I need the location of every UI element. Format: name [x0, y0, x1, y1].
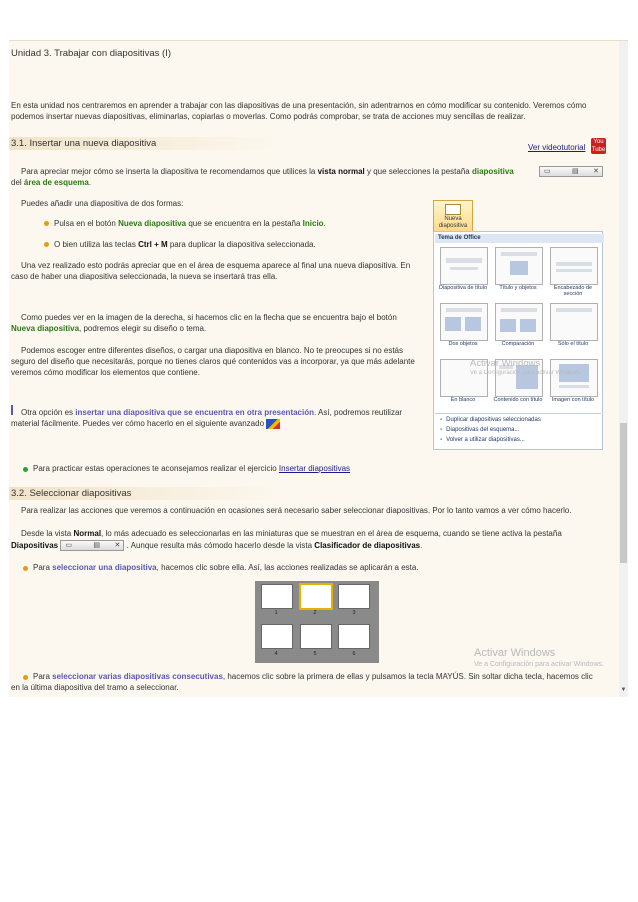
videotutorial-link[interactable]: Ver videotutorial: [528, 143, 586, 152]
layout-title-only[interactable]: [550, 303, 598, 341]
slide-thumbnail[interactable]: [338, 624, 370, 649]
layout-label: Comparación: [501, 341, 535, 347]
windows-watermark: Activar Windows: [474, 647, 556, 659]
para-nueva-al-final: Una vez realizado esto podrás apreciar que en el área de esquema aparece al final una nueva diapositiva. En caso de haber una diapositiva seleccionada, la nueva se insertará tras ella.: [11, 261, 411, 281]
layout-label: Contenido con título: [493, 397, 543, 403]
para-vista-normal: Para apreciar mejor cómo se inserta la diapositiva te recomendamos que utilices la vista normal y que selecciones la pestaña diapositiva: [21, 167, 514, 176]
new-slide-dropdown: [433, 231, 603, 450]
bullet-seleccionar-varias-cont: en la última diapositiva del tramo a seleccionar.: [11, 683, 179, 692]
bullet-seleccionar-varias: Para seleccionar varias diapositivas consecutivas, hacemos clic sobre la primera de ellas y pulsamos la tecla MAYÚS. Sin soltar dicha tecla, hacemos clic: [33, 672, 593, 681]
layout-label: Título y objetos: [499, 285, 537, 291]
layout-title-slide[interactable]: [440, 247, 488, 285]
slide-thumbnail[interactable]: [261, 584, 293, 609]
menu-reuse-slides[interactable]: ▪ Volver a utilizar diapositivas...: [440, 436, 525, 444]
layout-label: En blanco: [450, 397, 476, 403]
new-slide-button[interactable]: Nueva diapositiva: [433, 200, 473, 232]
windows-watermark: Activar Windows: [470, 358, 541, 369]
slide-number: 6: [352, 651, 356, 657]
para-two-ways: Puedes añadir una diapositiva de dos formas:: [21, 199, 184, 208]
slide-number: 1: [274, 610, 278, 616]
section-heading-select: 3.2. Seleccionar diapositivas: [9, 487, 281, 500]
layout-label: Encabezado de sección: [553, 285, 593, 297]
bullet-icon: [23, 675, 28, 680]
menu-duplicate-slides[interactable]: ▪ Duplicar diapositivas seleccionadas: [440, 416, 541, 424]
slide-thumbnail[interactable]: [338, 584, 370, 609]
layout-two-content[interactable]: [440, 303, 488, 341]
para-vista-normal-2: Desde la vista Normal, lo más adecuado es seleccionarlas en las miniaturas que se muestran en el área de esquema, cuando se tiene activa la pestaña: [21, 529, 562, 538]
slide-number: 5: [313, 651, 317, 657]
bullet-icon: [44, 242, 49, 247]
scrollbar-thumb[interactable]: [620, 423, 627, 563]
para-area-esquema: del área de esquema.: [11, 178, 92, 187]
vertical-scrollbar[interactable]: [619, 41, 628, 697]
theme-header: Tema de Office: [435, 234, 604, 243]
layout-label: Diapositiva de título: [439, 285, 487, 291]
slide-thumbnail-selected[interactable]: [299, 583, 333, 610]
windows-watermark-sub: Ve a Configuración para activar Windows.: [470, 370, 582, 376]
para-diapositivas-tab: Diapositivas ▭ ▤ ✕ . Aunque resulta más cómodo hacerlo desde la vista Clasificador de diapositivas.: [11, 541, 423, 550]
bullet-icon: [23, 467, 28, 472]
menu-divider: [435, 413, 601, 414]
para-otra-presentacion: Otra opción es insertar una diapositiva que se encuentra en otra presentación. Así, podremos reutilizar material fácilmente. Puedes ver cómo hacerlo en el siguiente avanzado: [11, 408, 403, 428]
windows-watermark-sub: Ve a Configuración para activar Windows.: [474, 661, 604, 668]
bullet-ctrl-m: O bien utiliza las teclas Ctrl + M para duplicar la diapositiva seleccionada.: [54, 240, 316, 249]
scroll-down-arrow-icon[interactable]: ▼: [620, 687, 627, 693]
slide-sorter-thumbnails: [255, 581, 379, 663]
bullet-icon: [44, 221, 49, 226]
slides-tab-chip: ▭ ▤ ✕: [539, 166, 603, 177]
slide-number: 2: [313, 610, 317, 616]
ejercicio-link[interactable]: Insertar diapositivas: [278, 464, 351, 473]
slide-number: 4: [274, 651, 278, 657]
slides-tab-chip: ▭ ▤ ✕: [60, 540, 124, 551]
left-marker: [11, 405, 13, 415]
tutorial-screenshot: [9, 40, 628, 697]
slide-thumbnail[interactable]: [300, 624, 332, 649]
para-practicar: Para practicar estas operaciones te aconsejamos realizar el ejercicio Insertar diapositivas: [33, 464, 351, 473]
page-title: Unidad 3. Trabajar con diapositivas (I): [11, 48, 171, 59]
layout-label: Imagen con título: [551, 397, 595, 403]
para-flecha: Como puedes ver en la imagen de la derecha, si hacemos clic en la flecha que se encuentra bajo el botón Nueva diapositiva, podremos elegir su diseño o tema.: [11, 313, 397, 333]
layout-title-content[interactable]: [495, 247, 543, 285]
layout-label: Sólo el título: [557, 341, 589, 347]
menu-slides-from-outline[interactable]: ▪ Diapositivas del esquema...: [440, 426, 520, 434]
slide-thumbnail[interactable]: [261, 624, 293, 649]
avanzado-icon[interactable]: [266, 419, 280, 429]
youtube-icon[interactable]: You Tube: [591, 139, 606, 153]
intro-paragraph: En esta unidad nos centraremos en aprender a trabajar con las diapositivas de una presentación, sin adentrarnos en cómo modificar su contenido. Veremos cómo podemos insertar nuevas diapositivas, eliminarlas, copiarlas o moverlas. Como podrás comprobar, se trata de acciones muy sencillas de realizar.: [11, 101, 587, 121]
bullet-icon: [23, 566, 28, 571]
bullet-nueva-diapositiva: Pulsa en el botón Nueva diapositiva que se encuentra en la pestaña Inicio.: [54, 219, 326, 228]
bullet-seleccionar-una: Para seleccionar una diapositiva, hacemos clic sobre ella. Así, las acciones realizadas se aplicarán a esta.: [33, 563, 419, 572]
layout-comparison[interactable]: [495, 303, 543, 341]
slide-number: 3: [352, 610, 356, 616]
layout-label: Dos objetos: [448, 341, 478, 347]
section-heading-insert: 3.1. Insertar una nueva diapositiva: [9, 137, 281, 150]
layout-picture-caption[interactable]: [550, 359, 598, 397]
para-saber-seleccionar: Para realizar las acciones que veremos a continuación en ocasiones será necesario saber seleccionar diapositivas. Por lo tanto vamos a ver cómo hacerlo.: [21, 506, 572, 515]
layout-section-header[interactable]: [550, 247, 598, 285]
para-disenos: Podemos escoger entre diferentes diseños, o cargar una diapositiva en blanco. No te preocupes si no estás seguro del diseño que necesitarás, porque no tienes claros qué contenidos vas a incorporar, ya que más adelante veremos cómo modificar los elementos que contiene.: [11, 346, 415, 377]
